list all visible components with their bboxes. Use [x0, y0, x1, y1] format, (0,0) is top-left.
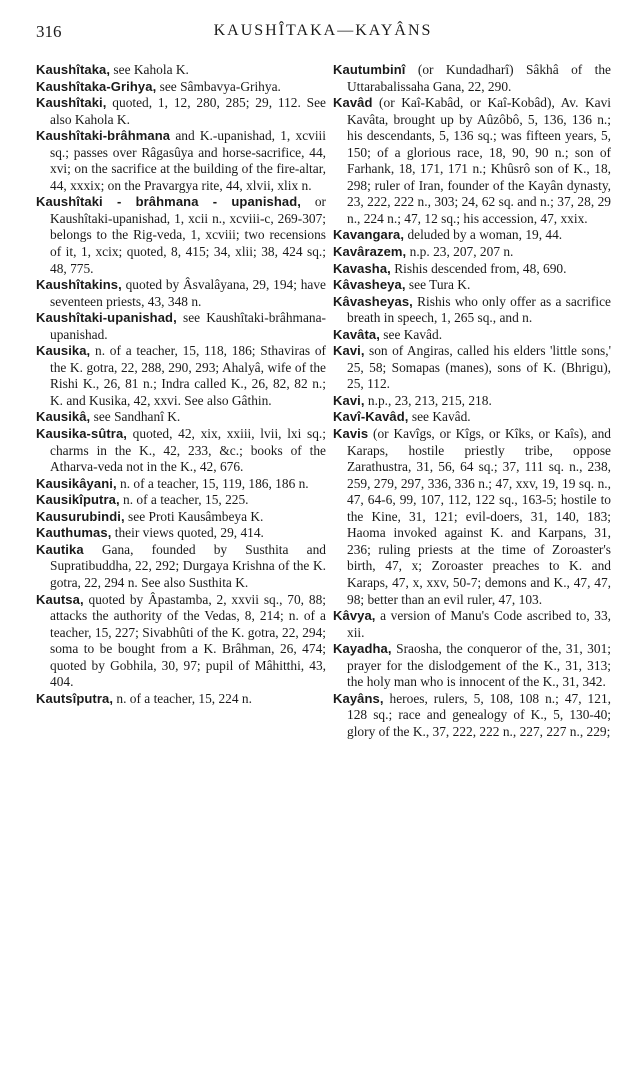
index-entry [333, 294, 611, 327]
index-entry [36, 525, 326, 542]
entry-body: son of Angiras, called his elders 'little sons,' 25, 58; Somapas (manes), sons of K. (Bhrigu), 25, 112. [347, 343, 611, 392]
entry-headword: Kayadha, [333, 641, 392, 657]
entry-body: see Kahola K. [110, 62, 189, 77]
index-entry [36, 310, 326, 343]
index-entry [36, 343, 326, 409]
entry-headword: Kavis [333, 426, 369, 442]
entry-headword: Kaushîtaka, [36, 62, 111, 77]
index-entry [36, 128, 326, 194]
entry-body: Gana, founded by Susthita and Supratibuddha, 22, 292; Durgaya Krishna of the K. gotra, 22, 294 n. See also Susthita K. [50, 541, 326, 590]
index-entry [333, 426, 611, 608]
entry-headword: Kavârazem, [333, 244, 407, 260]
entry-headword: Kaushîtaki-brâhmana [36, 128, 171, 144]
entry-headword: Kauthumas, [36, 525, 112, 541]
entry-body: (or Kavîgs, or Kîgs, or Kîks, or Kaîs), and Karaps, hostile priestly tribe, oppose Zarathustra, 31, 56, 64 sq.; 37, 111 sq. n., 238, 259, 279, 297, 336, 336 n.; 47, xxv, 19, 19 sq. n., 47, 64-6, 99, 107, 112, 122 sq., 163-5; hostile to the Kine, 31, 121; evil-doers, 31, 140, 183; Haoma invoked against K. and Karpans, 31, 236; ruling priests at the time of Zoroaster's birth, 47, x; Zoroaster preaches to K. and Karaps, 47, x, xxv, 50-7; demons and K., 47, 47, 98; better than an evil ruler, 47, 103. [347, 426, 611, 607]
entry-body: their views quoted, 29, 414. [111, 525, 264, 541]
entry-body: (or Kaî-Kabâd, or Kaî-Kobâd), Av. Kavi Kavâta, brought up by Aûzôbô, 5, 136, 136 n.; his descendants, 5, 136 sq.; was fifteen years, 5, 150; of a glorious race, 18, 90, 90 n.; son of Farhank, 18, 171, 171 n.; Khûsrô son of K., 18, 298; ruler of Iran, founder of the Kayân dynasty, 23, 222, 222 n., 303; 24, 62 sq. and n.; 37, 28, 29 n., 224 n.; 47, 12 sq.; his accession, 47, xxix. [347, 95, 611, 226]
entry-headword: Kavi, [333, 392, 365, 408]
entry-body: (or Kundadharî) Sâkhâ of the Uttarabalissaha Gana, 22, 290. [347, 62, 611, 94]
index-entry [36, 409, 326, 426]
entry-body: see Tura K. [405, 277, 471, 293]
entry-body: or Kaushîtaki-upanishad, 1, xcii n., xcviii-c, 269-307; belongs to the Rig-veda, 1, xcviii; two recensions of it, 1, xcix; quoted, 8, 415; 34, xlii; 38, 424 sq.; 48, 775. [50, 194, 326, 276]
running-title: KAUSHÎTAKA—KAYÂNS [213, 22, 433, 39]
index-entry [333, 95, 611, 227]
index-entry [333, 393, 611, 410]
entry-headword: Kausurubindi, [36, 508, 125, 524]
entry-headword: Kavangara, [333, 227, 405, 243]
index-entry [36, 492, 326, 509]
entry-headword: Kausikîputra, [36, 492, 120, 508]
index-entry [333, 244, 611, 261]
index-entry [333, 62, 611, 95]
entry-headword: Kausika, [36, 343, 91, 359]
entry-headword: Kavâta, [333, 326, 380, 342]
entry-headword: Kautumbinî [333, 62, 406, 77]
entry-headword: Kavî-Kavâd, [333, 409, 409, 425]
entry-headword: Kausikâ, [36, 409, 91, 425]
entry-body: see Proti Kausâmbeya K. [124, 508, 264, 524]
entry-headword: Kausika-sûtra, [36, 426, 127, 442]
entry-body: n. of a teacher, 15, 225. [119, 492, 249, 508]
index-entry [36, 592, 326, 691]
page-header [36, 22, 610, 46]
entry-body: a version of Manu's Code ascribed to, 33, xii. [347, 608, 611, 640]
index-entry [333, 277, 611, 294]
entry-body: Sraosha, the conqueror of the, 31, 301; prayer for the dislodgement of the K., 31, 313; the holy man who is innocent of the K., 31, 342. [347, 641, 611, 690]
entry-body: see Kaushîtaki-brâhmana-upanishad. [50, 310, 326, 342]
entry-body: n.p. 23, 207, 207 n. [406, 244, 514, 260]
entry-headword: Kavi, [333, 343, 365, 359]
index-entry [36, 691, 326, 708]
index-entry [333, 261, 611, 278]
entry-body: n. of a teacher, 15, 118, 186; Sthaviras of the K. gotra, 22, 288, 290, 293; Ahalyâ, wife of the Rishi K., 26, 81 n.; Indra called K., 26, 82, 82 n.; K. and Kusika, 42, xxvi. See also Gâthin. [50, 343, 326, 408]
entry-headword: Kaushîtaki - brâhmana - upanishad, [36, 194, 301, 210]
index-entry [333, 608, 611, 641]
entry-body: quoted by Âpastamba, 2, xxvii sq., 70, 88; attacks the authority of the Vedas, 8, 214; n. of a teacher, 15, 227; Sivabhûti of the K. gotra, 22, 294; soma to be bought from a K. Brâhman, 26, 474; quoted by Gobhila, 30, 97; pupil of Mâhitthi, 43, 404. [50, 591, 326, 690]
entry-headword: Kavâd [333, 95, 373, 111]
entry-body: n. of a teacher, 15, 119, 186, 186 n. [116, 475, 309, 491]
entry-headword: Kaushîtaka-Grihya, [36, 78, 157, 94]
index-entry [36, 194, 326, 277]
entry-body: see Kavâd. [379, 326, 443, 342]
index-entry [36, 509, 326, 526]
page-number: 316 [36, 22, 62, 41]
index-entry [36, 277, 326, 310]
index-entry [333, 641, 611, 691]
entry-headword: Kâvasheya, [333, 277, 406, 293]
entry-headword: Kautsa, [36, 591, 84, 607]
entry-headword: Kâvya, [333, 608, 376, 624]
index-entry [36, 542, 326, 592]
entry-body: see Sandhanî K. [90, 409, 181, 425]
entry-body: and K.-upanishad, 1, xcviii sq.; passes over Râgasûya and horse-sacrifice, 44, xvi; on the sacrifice at the building of the fire-altar, 44, xxxix; on the Pravargya rite, 44, xlvii, xlix n. [50, 128, 326, 193]
entry-headword: Kaushîtakins, [36, 277, 122, 293]
index-entry [36, 426, 326, 476]
index-column-left [36, 62, 326, 707]
entry-headword: Kautika [36, 541, 84, 557]
index-entry [36, 62, 326, 79]
entry-headword: Kausikâyani, [36, 475, 117, 491]
entry-body: heroes, rulers, 5, 108, 108 n.; 47, 121, 128 sq.; race and genealogy of K., 5, 130-40; glory of the K., 37, 222, 222 n., 227, 227 n., 229; [347, 690, 611, 739]
index-entry [333, 409, 611, 426]
entry-body: n. of a teacher, 15, 224 n. [113, 690, 252, 706]
entry-headword: Kaushîtaki, [36, 95, 107, 111]
index-entry [333, 327, 611, 344]
entry-body: see Kavâd. [408, 409, 471, 425]
index-entry [333, 343, 611, 393]
entry-headword: Kautsîputra, [36, 690, 114, 706]
index-entry [333, 691, 611, 741]
entry-body: quoted, 1, 12, 280, 285; 29, 112. See also Kahola K. [50, 95, 326, 127]
index-entry [36, 476, 326, 493]
entry-body: quoted by Âsvalâyana, 29, 194; have seventeen priests, 43, 348 n. [50, 277, 326, 309]
index-entry [36, 79, 326, 96]
entry-headword: Kavasha, [333, 260, 391, 276]
entry-headword: Kâvasheyas, [333, 293, 413, 309]
entry-body: quoted, 42, xix, xxiii, lvii, lxi sq.; charms in the K., 42, 233, &c.; books of the Atharva-veda not in the K., 42, 676. [50, 426, 326, 475]
entry-body: deluded by a woman, 19, 44. [404, 227, 563, 243]
entry-body: Rishis who only offer as a sacrifice breath in speech, 1, 265 sq., and n. [347, 293, 611, 326]
entry-body: Rishis descended from, 48, 690. [390, 260, 567, 276]
index-entry [333, 227, 611, 244]
entry-headword: Kaushîtaki-upanishad, [36, 310, 177, 326]
entry-body: n.p., 23, 213, 215, 218. [364, 392, 492, 408]
entry-body: see Sâmbavya-Grihya. [156, 78, 281, 94]
index-column-right [333, 62, 611, 740]
index-entry [36, 95, 326, 128]
entry-headword: Kayâns, [333, 690, 384, 706]
